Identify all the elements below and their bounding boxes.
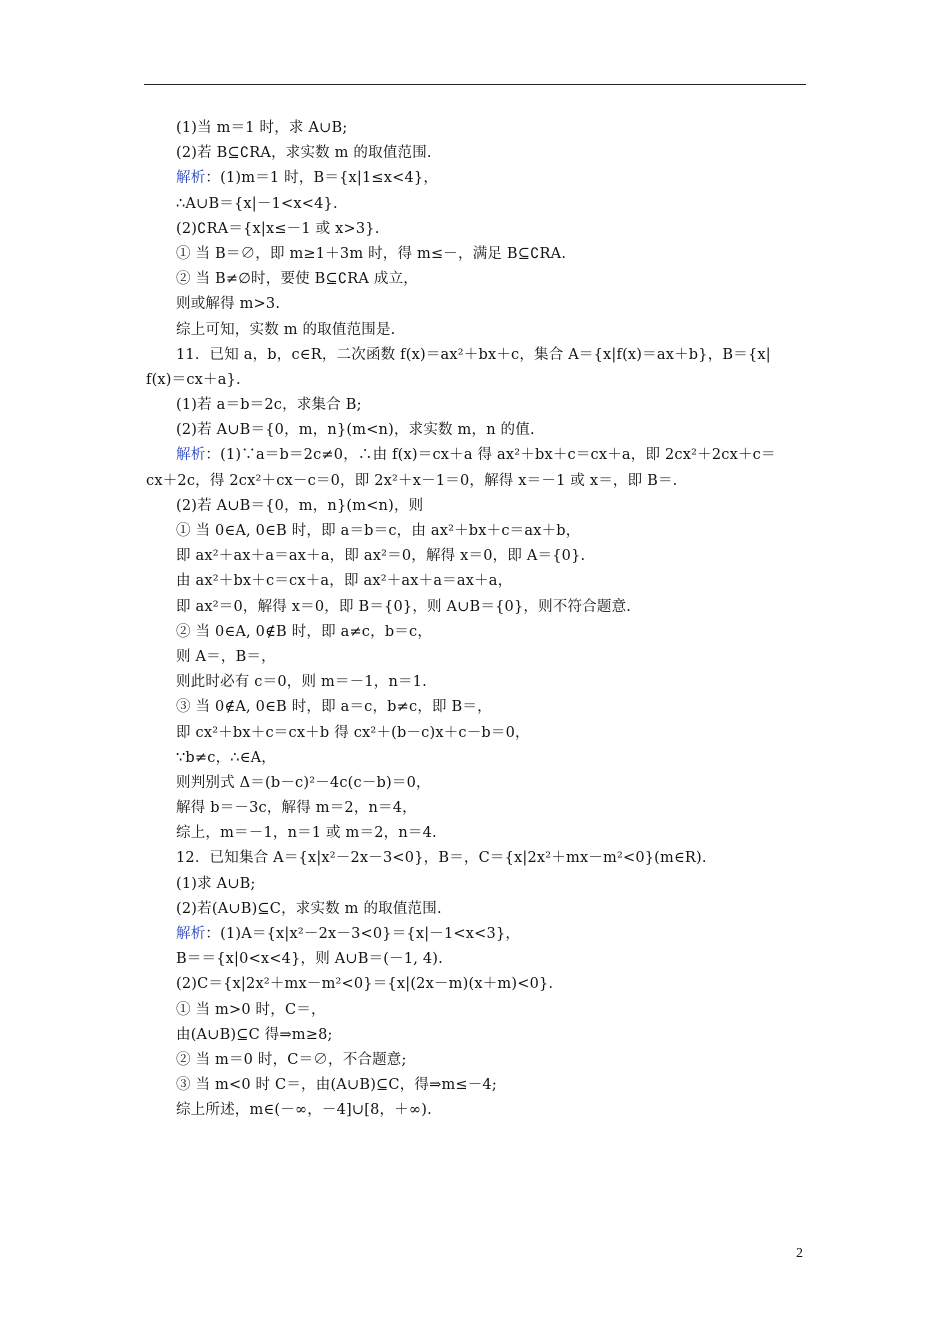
text-line bbox=[146, 872, 806, 897]
text-line bbox=[146, 418, 806, 443]
text-line bbox=[146, 670, 806, 695]
line-text: 则或解得 m>3. bbox=[176, 296, 281, 313]
line-text: ：(1)∵a＝b＝2c≠0，∴由 f(x)＝cx＋a 得 ax²＋bx＋c＝cx＋a，即 2cx²＋2cx＋c＝ bbox=[205, 447, 776, 464]
text-line bbox=[146, 519, 806, 544]
text-line bbox=[146, 242, 806, 267]
line-text: B＝＝{x|0<x<4}，则 A∪B＝(－1, 4). bbox=[176, 951, 443, 968]
text-line bbox=[146, 771, 806, 796]
line-text: ∵b≠c，∴∈A， bbox=[176, 749, 277, 766]
line-text: 由 ax²＋bx＋c＝cx＋a，即 ax²＋ax＋a＝ax＋a， bbox=[176, 573, 513, 590]
line-text: (2)C＝{x|2x²＋mx－m²<0}＝{x|(2x－m)(x＋m)<0}. bbox=[176, 976, 554, 993]
line-text: 即 ax²＝0，解得 x＝0，即 B＝{0}，则 A∪B＝{0}，则不符合题意. bbox=[176, 598, 632, 615]
text-line bbox=[146, 443, 806, 468]
text-line bbox=[146, 1098, 806, 1123]
text-line bbox=[146, 922, 806, 947]
line-text: 11．已知 a，b，c∈R，二次函数 f(x)＝ax²＋bx＋c，集合 A＝{x|f(x)＝ax＋b}，B＝{x| bbox=[176, 346, 771, 363]
line-text: (1)当 m＝1 时，求 A∪B; bbox=[176, 120, 348, 136]
text-line bbox=[146, 217, 806, 242]
line-text: ① 当 B＝∅，即 m≥1＋3m 时，得 m≤－，满足 B⊆∁RA. bbox=[176, 245, 567, 262]
text-line bbox=[146, 569, 806, 594]
analysis-label: 解析 bbox=[176, 447, 206, 464]
text-line bbox=[146, 267, 806, 292]
text-line bbox=[146, 318, 806, 343]
analysis-label: 解析 bbox=[176, 926, 206, 942]
line-text: (2)∁RA＝{x|x≤－1 或 x>3}. bbox=[176, 220, 380, 237]
line-text: (2)若 A∪B＝{0，m，n}(m<n)，求实数 m，n 的值. bbox=[176, 422, 535, 439]
line-text: ：(1)A＝{x|x²－2x－3<0}＝{x|－1<x<3}， bbox=[205, 926, 521, 942]
text-line bbox=[146, 494, 806, 519]
line-text: 即 ax²＋ax＋a＝ax＋a，即 ax²＝0，解得 x＝0，即 A＝{0}. bbox=[176, 548, 586, 565]
text-line bbox=[146, 695, 806, 720]
line-text: ③ 当 0∉A, 0∈B 时，即 a＝c，b≠c，即 B＝， bbox=[176, 699, 492, 716]
line-text: 综上所述，m∈(－∞，－4]∪[8，＋∞). bbox=[176, 1102, 432, 1119]
line-text: 则此时必有 c＝0，则 m＝－1，n＝1. bbox=[176, 674, 427, 691]
text-line bbox=[146, 721, 806, 746]
text-line bbox=[146, 746, 806, 771]
text-line bbox=[146, 947, 806, 972]
text-line bbox=[146, 595, 806, 620]
text-line bbox=[146, 116, 806, 141]
text-line bbox=[146, 897, 806, 922]
text-line bbox=[146, 1073, 806, 1098]
text-line bbox=[146, 141, 806, 166]
line-text: ① 当 m>0 时，C＝， bbox=[176, 1001, 326, 1018]
line-text: (1)若 a＝b＝2c，求集合 B; bbox=[176, 397, 362, 414]
line-text: (2)若(A∪B)⊆C，求实数 m 的取值范围. bbox=[176, 900, 442, 917]
line-text: (1)求 A∪B; bbox=[176, 875, 256, 892]
text-line bbox=[146, 393, 806, 418]
text-line bbox=[146, 1048, 806, 1073]
text-line bbox=[146, 292, 806, 317]
line-text: 解得 b＝－3c，解得 m＝2，n＝4， bbox=[176, 800, 417, 817]
text-line bbox=[146, 972, 806, 997]
line-text: 由(A∪B)⊆C 得⇒m≥8; bbox=[176, 1026, 333, 1043]
line-text: ② 当 m＝0 时，C＝∅，不合题意; bbox=[176, 1051, 407, 1068]
line-text: 12．已知集合 A＝{x|x²－2x－3<0}，B＝，C＝{x|2x²＋mx－m²<0}(m∈R). bbox=[176, 850, 707, 867]
line-text: ③ 当 m<0 时 C＝，由(A∪B)⊆C，得⇒m≤－4; bbox=[176, 1077, 497, 1094]
line-text: 则判别式 Δ＝(b－c)²－4c(c－b)＝0， bbox=[176, 774, 431, 791]
line-text: 综上，m＝－1，n＝1 或 m＝2，n＝4. bbox=[176, 825, 437, 842]
line-text: ② 当 B≠∅时，要使 B⊆∁RA 成立， bbox=[176, 271, 418, 288]
line-text: 综上可知，实数 m 的取值范围是. bbox=[176, 321, 396, 338]
line-text: ① 当 0∈A, 0∈B 时，即 a＝b＝c，由 ax²＋bx＋c＝ax＋b， bbox=[176, 523, 581, 539]
page-number: 2 bbox=[796, 1246, 803, 1261]
text-line bbox=[146, 343, 806, 368]
text-line bbox=[146, 821, 806, 846]
text-line bbox=[146, 469, 806, 494]
text-line bbox=[146, 544, 806, 569]
text-line bbox=[146, 846, 806, 871]
text-line bbox=[146, 998, 806, 1023]
text-line bbox=[146, 620, 806, 645]
line-text: ：(1)m＝1 时，B＝{x|1≤x<4}， bbox=[205, 170, 439, 187]
text-line bbox=[146, 166, 806, 191]
line-text: 则 A＝，B＝， bbox=[176, 648, 276, 665]
line-text: 即 cx²＋bx＋c＝cx＋b 得 cx²＋(b－c)x＋c－b＝0， bbox=[176, 724, 530, 741]
line-text: ② 当 0∈A, 0∉B 时，即 a≠c，b＝c， bbox=[176, 623, 433, 640]
line-text: cx＋2c，得 2cx²＋cx－c＝0，即 2x²＋x－1＝0，解得 x＝－1 或 x＝，即 B＝. bbox=[146, 472, 678, 489]
text-line bbox=[146, 796, 806, 821]
header-rule bbox=[144, 84, 806, 85]
line-text: (2)若 B⊆∁RA，求实数 m 的取值范围. bbox=[176, 145, 432, 162]
line-text: (2)若 A∪B＝{0，m，n}(m<n)，则 bbox=[176, 497, 424, 514]
analysis-label: 解析 bbox=[176, 170, 206, 187]
text-line bbox=[146, 645, 806, 670]
text-line bbox=[146, 368, 806, 393]
line-text: ∴A∪B＝{x|－1<x<4}. bbox=[176, 195, 338, 212]
document-body bbox=[146, 116, 806, 1124]
line-text: f(x)＝cx＋a}. bbox=[146, 371, 241, 388]
text-line bbox=[146, 192, 806, 217]
text-line bbox=[146, 1023, 806, 1048]
